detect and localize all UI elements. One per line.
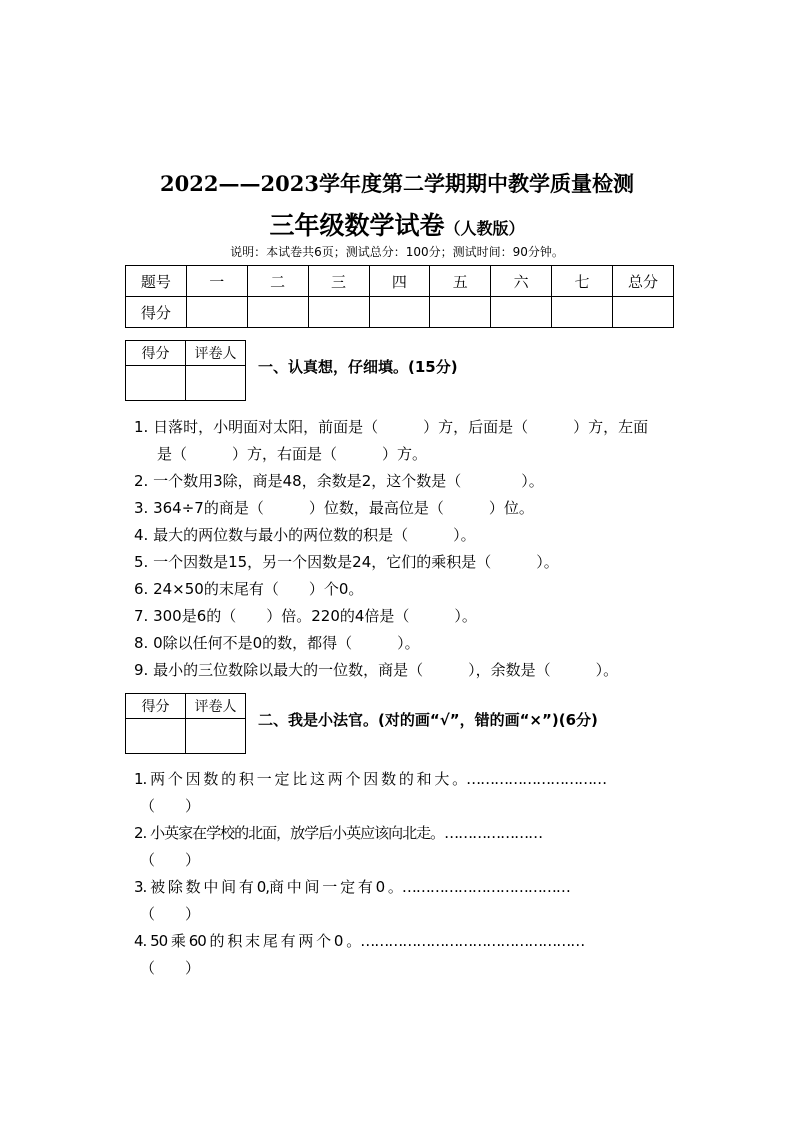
judge-question-3: 3. 被 除 数 中 间 有 0,商 中 间 一 定 有 0 。……………………………… xyxy=(134,878,570,896)
question-2: 2. 一个数用3除，商是48，余数是2，这个数是（ ）。 xyxy=(134,472,544,490)
grader-name-label: 评卷人 xyxy=(186,694,246,719)
question-1-line2: 是（ ）方，右面是（ ）方。 xyxy=(157,445,428,463)
header-cell: 三 xyxy=(308,266,369,297)
grader-score-cell[interactable] xyxy=(126,366,186,401)
section2-title: 二、我是小法官。(对的画“√”，错的画“×”)(6分) xyxy=(258,711,598,729)
header-cell: 五 xyxy=(430,266,491,297)
subtitle-text: 三年级数学试卷 xyxy=(269,211,445,240)
judge-question-1: 1. 两 个 因 数 的 积 一 定 比 这 两 个 因 数 的 和 大 。………………………… xyxy=(134,770,607,788)
score-cell[interactable] xyxy=(308,297,369,328)
judge-answer-1[interactable]: （ ） xyxy=(140,797,201,815)
grader-score-label: 得分 xyxy=(126,341,186,366)
grader-name-cell[interactable] xyxy=(186,719,246,754)
header-cell: 二 xyxy=(247,266,308,297)
exam-subtitle xyxy=(0,206,794,242)
question-3: 3. 364÷7的商是（ ）位数，最高位是（ ）位。 xyxy=(134,499,534,517)
judge-question-4: 4. 50 乘 60 的 积 末 尾 有 两 个 0 。………………………………………… xyxy=(134,932,585,950)
score-cell[interactable] xyxy=(247,297,308,328)
question-8: 8. 0除以任何不是0的数，都得（ ）。 xyxy=(134,634,420,652)
judge-question-2: 2. 小英家在学校的北面，放学后小英应该向北走。………………… xyxy=(134,824,543,842)
section1-title: 一、认真想，仔细填。(15分) xyxy=(258,358,458,376)
score-cell[interactable] xyxy=(430,297,491,328)
judge-answer-2[interactable]: （ ） xyxy=(140,851,201,869)
question-9: 9. 最小的三位数除以最大的一位数，商是（ ），余数是（ ）。 xyxy=(134,661,619,679)
subtitle-edition: （人教版） xyxy=(444,219,525,238)
score-cell[interactable] xyxy=(491,297,552,328)
score-table-header-row xyxy=(126,266,674,297)
score-table-score-row xyxy=(126,297,674,328)
header-cell: 四 xyxy=(369,266,430,297)
grader-name-cell[interactable] xyxy=(186,366,246,401)
grader-score-cell[interactable] xyxy=(126,719,186,754)
score-cell[interactable] xyxy=(186,297,247,328)
header-cell: 六 xyxy=(491,266,552,297)
exam-note: 说明：本试卷共6页；测试总分：100分；测试时间：90分钟。 xyxy=(230,245,564,259)
header-cell: 题号 xyxy=(126,266,187,297)
score-cell[interactable] xyxy=(369,297,430,328)
grader-name-label: 评卷人 xyxy=(186,341,246,366)
grader-score-label: 得分 xyxy=(126,694,186,719)
header-cell: 七 xyxy=(552,266,613,297)
exam-title: 2022——2023学年度第二学期期中教学质量检测 xyxy=(160,171,634,196)
grader-box-section2 xyxy=(125,693,246,754)
question-4: 4. 最大的两位数与最小的两位数的积是（ ）。 xyxy=(134,526,476,544)
score-cell[interactable] xyxy=(552,297,613,328)
judge-answer-4[interactable]: （ ） xyxy=(140,959,201,977)
question-1-line1: 1. 日落时，小明面对太阳，前面是（ ）方，后面是（ ）方，左面 xyxy=(134,418,649,436)
question-7: 7. 300是6的（ ）倍。220的4倍是（ ）。 xyxy=(134,607,477,625)
question-6: 6. 24×50的末尾有（ ）个0。 xyxy=(134,580,364,598)
question-5: 5. 一个因数是15，另一个因数是24，它们的乘积是（ ）。 xyxy=(134,553,559,571)
score-table xyxy=(125,265,674,328)
judge-answer-3[interactable]: （ ） xyxy=(140,905,201,923)
score-label-cell: 得分 xyxy=(126,297,187,328)
grader-box-section1 xyxy=(125,340,246,401)
header-cell: 一 xyxy=(186,266,247,297)
score-cell[interactable] xyxy=(613,297,674,328)
header-cell: 总分 xyxy=(613,266,674,297)
